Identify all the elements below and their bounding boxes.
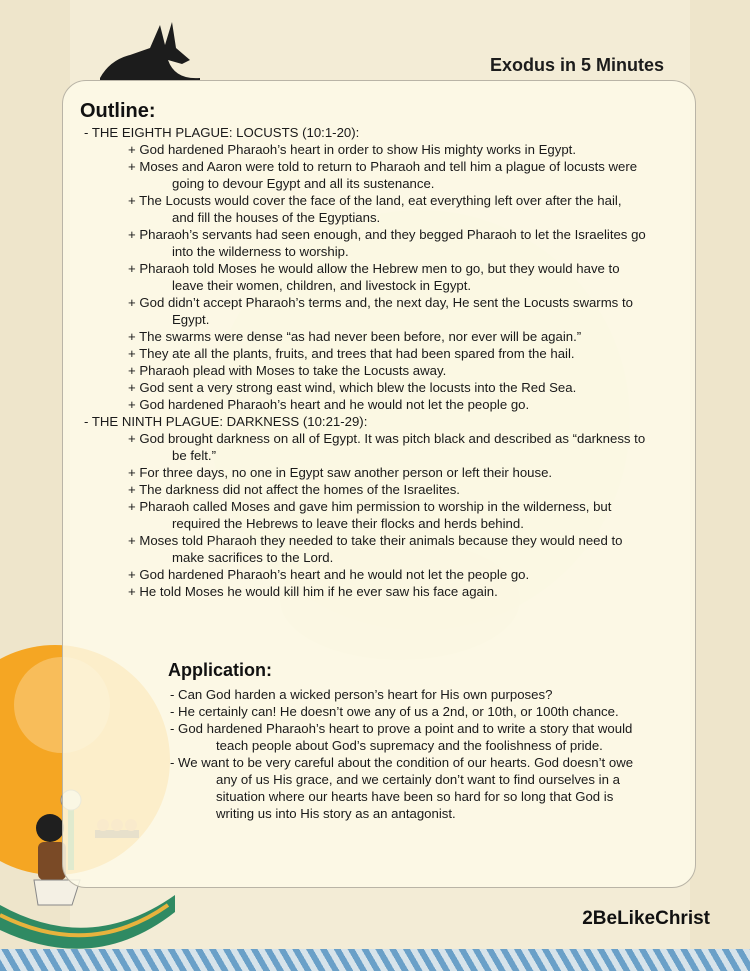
list-item: + Pharaoh told Moses he would allow the Hebrew men to go, but they would have to leave their women, children, and livestock in Egypt. bbox=[128, 261, 620, 293]
decorative-border bbox=[0, 949, 750, 971]
list-item: + Moses told Pharaoh they needed to take their animals because they would need to make sacrifices to the Lord. bbox=[128, 533, 623, 565]
list-item: + God sent a very strong east wind, which blew the locusts into the Red Sea. bbox=[128, 380, 577, 395]
list-item: + God didn’t accept Pharaoh’s terms and, the next day, He sent the Locusts swarms to Egypt. bbox=[128, 295, 633, 327]
outline-heading: Outline: bbox=[80, 100, 156, 122]
list-item: + Moses and Aaron were told to return to Pharaoh and tell him a plague of locusts were going to devour Egypt and all its sustenance. bbox=[128, 159, 638, 191]
list-item: + The Locusts would cover the face of the land, eat everything left over after the hail, and fill the houses of the Egyptians. bbox=[128, 193, 622, 225]
list-item: + Pharaoh plead with Moses to take the Locusts away. bbox=[128, 363, 447, 378]
list-item: - He certainly can! He doesn’t owe any of us a 2nd, or 10th, or 100th chance. bbox=[170, 704, 619, 719]
section-heading: - THE EIGHTH PLAGUE: LOCUSTS (10:1-20): bbox=[84, 125, 360, 140]
document-title: Exodus in 5 Minutes bbox=[489, 55, 664, 75]
list-item: + For three days, no one in Egypt saw another person or left their house. bbox=[128, 465, 553, 480]
application-list bbox=[170, 686, 690, 822]
list-item: + He told Moses he would kill him if he ever saw his face again. bbox=[128, 584, 498, 599]
list-item: + Pharaoh called Moses and gave him permission to worship in the wilderness, but required the Hebrews to leave their flocks and herds behind. bbox=[128, 499, 612, 531]
list-item: + The swarms were dense “as had never been before, nor ever will be again.” bbox=[128, 329, 582, 344]
list-item: + They ate all the plants, fruits, and trees that had been spared from the hail. bbox=[128, 346, 575, 361]
list-item: + God hardened Pharaoh’s heart and he would not let the people go. bbox=[128, 567, 530, 582]
application-heading: Application: bbox=[168, 660, 272, 680]
section-heading: - THE NINTH PLAGUE: DARKNESS (10:21-29): bbox=[84, 414, 368, 429]
list-item: - Can God harden a wicked person’s heart for His own purposes? bbox=[170, 687, 553, 702]
list-item: + God hardened Pharaoh’s heart in order to show His mighty works in Egypt. bbox=[128, 142, 577, 157]
brand-logo-text: 2BeLikeChrist bbox=[582, 908, 710, 929]
list-item: + The darkness did not affect the homes of the Israelites. bbox=[128, 482, 460, 497]
list-item: + Pharaoh’s servants had seen enough, and they begged Pharaoh to let the Israelites go into the wilderness to worship. bbox=[128, 227, 646, 259]
list-item: + God brought darkness on all of Egypt. It was pitch black and described as “darkness to be felt.” bbox=[128, 431, 646, 463]
outline-list bbox=[80, 124, 680, 600]
list-item: + God hardened Pharaoh’s heart and he would not let the people go. bbox=[128, 397, 530, 412]
list-item: - God hardened Pharaoh’s heart to prove a point and to write a story that would teach people about God’s supremacy and the foolishness of pride. bbox=[170, 721, 633, 753]
list-item: - We want to be very careful about the condition of our hearts. God doesn’t owe any of us His grace, and we certainly don’t want to find ourselves in a situation where our hearts have been so hard for so long that God is writing us into His story as an antagonist. bbox=[170, 755, 634, 821]
